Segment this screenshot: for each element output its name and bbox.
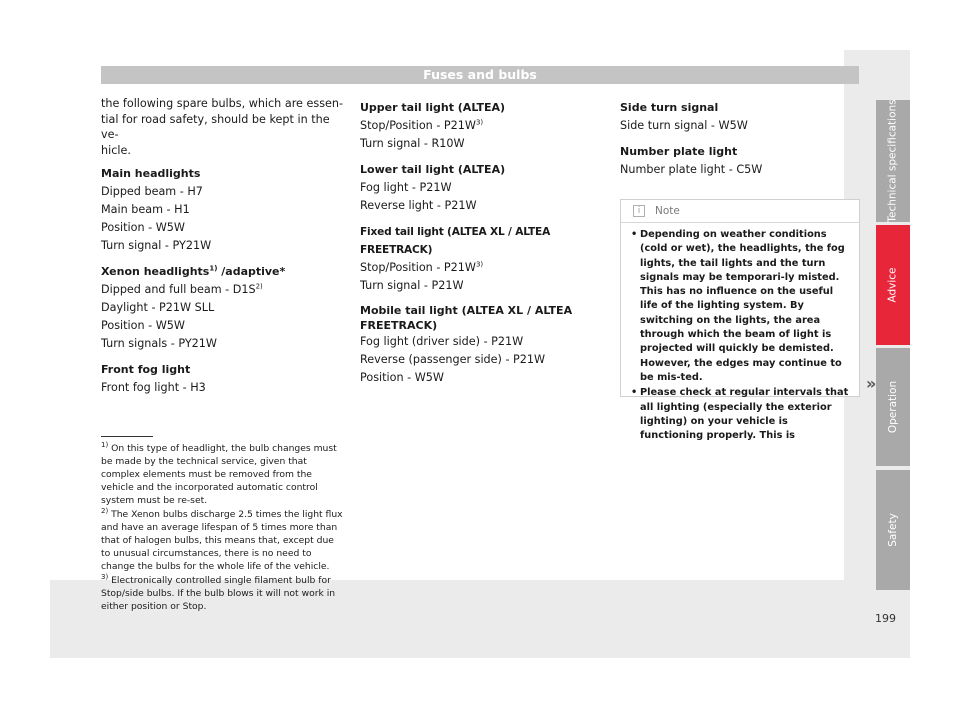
note-item: • Please check at regular intervals that all lighting (especially the exterior lighting) on your vehicle is functioning properly. This is [631, 387, 849, 442]
number-plate-heading: Number plate light [620, 145, 738, 158]
mobile-tail-heading: Mobile tail light (ALTEA XL / ALTEA FREETRACK) [360, 304, 573, 332]
column-left [101, 96, 346, 397]
number-plate-line: Number plate light - C5W [620, 163, 763, 176]
note-label: Note [655, 205, 680, 217]
upper-tail-heading: Upper tail light (ALTEA) [360, 101, 506, 114]
main-headlights-line: Main beam - H1 [101, 203, 190, 216]
continue-arrow-icon: » [866, 374, 877, 393]
side-turn-line: Side turn signal - W5W [620, 119, 748, 132]
note-box [620, 199, 860, 442]
front-fog-heading: Front fog light [101, 363, 191, 376]
lower-tail-line: Fog light - P21W [360, 181, 452, 194]
bullet: • [631, 229, 638, 240]
tab-advice[interactable]: Advice [876, 225, 910, 345]
footnote: $^{3)}$ Electronically controlled single filament bulb for Stop/side bulbs. If the bulb blows it will not work in either position or Stop. [101, 572, 336, 612]
tab-safety[interactable]: Safety [876, 470, 910, 590]
page-number: 199 [875, 612, 896, 625]
footnote: $^{1)}$ On this type of headlight, the bulb changes must be made by the technical service, given that complex elements must be removed from the vehicle and the incorporated automatic control system must be re-set. [101, 440, 337, 506]
column-middle [360, 99, 608, 387]
note-header [621, 200, 859, 223]
tab-operation[interactable]: Operation [876, 348, 910, 466]
xenon-headlights-heading: Xenon headlights$^{1)}$ /adaptive* [101, 264, 286, 278]
bullet: • [631, 387, 638, 399]
footnotes [101, 442, 346, 614]
mobile-tail-line: Fog light (driver side) - P21W [360, 335, 524, 348]
xenon-line: Dipped and full beam - $D1S^{2)}$ [101, 282, 263, 296]
front-fog-line: Front fog light - H3 [101, 381, 206, 394]
xenon-line: Daylight - P21W SLL [101, 301, 215, 314]
xenon-line: Turn signals - PY21W [101, 337, 217, 350]
side-turn-heading: Side turn signal [620, 101, 719, 114]
upper-tail-line: Stop/Position - $P21W^{3)}$ [360, 118, 484, 132]
main-headlights-heading: Main headlights [101, 167, 201, 180]
main-headlights-line: Dipped beam - H7 [101, 185, 203, 198]
mobile-tail-line: Reverse (passenger side) - P21W [360, 353, 546, 366]
fixed-tail-line: Stop/Position - $P21W^{3)}$ [360, 260, 484, 274]
page-title: Fuses and bulbs [101, 66, 859, 84]
note-body [621, 223, 859, 443]
main-headlights-line: Position - W5W [101, 221, 185, 234]
intro-text: the following spare bulbs, which are essen- tial for road safety, should be kept in the ve- hicle. [101, 97, 344, 157]
upper-tail-line: Turn signal - R10W [360, 137, 465, 150]
column-right [620, 99, 860, 179]
fixed-tail-heading: Fixed tail light (ALTEA XL / ALTEA FREETRACK) [360, 226, 551, 256]
main-headlights-line: Turn signal - PY21W [101, 239, 212, 252]
info-icon: i [633, 205, 645, 217]
lower-tail-heading: Lower tail light (ALTEA) [360, 163, 506, 176]
mobile-tail-line: Position - W5W [360, 371, 444, 384]
lower-tail-line: Reverse light - P21W [360, 199, 477, 212]
note-item: • Depending on weather conditions (cold or wet), the headlights, the fog lights, the tail lights and the turn signals may be temporari-ly misted. This has no influence on the useful life of the lighting system. By switching on the lights, the area through which the beam of light is projected will quickly be demisted. However, the edges may continue to be mis-ted. [631, 229, 845, 383]
footnote: $^{2)}$ The Xenon bulbs discharge 2.5 times the light flux and have an average lifespan of 5 times more than that of halogen bulbs, this means that, except due to unusual circumstances, there is no need to change the bulbs for the whole life of the vehicle. [101, 506, 343, 572]
footnote-divider [101, 436, 153, 437]
xenon-line: Position - W5W [101, 319, 185, 332]
fixed-tail-line: Turn signal - P21W [360, 279, 464, 292]
tab-technical-specifications[interactable]: Technical specifications [876, 100, 910, 222]
